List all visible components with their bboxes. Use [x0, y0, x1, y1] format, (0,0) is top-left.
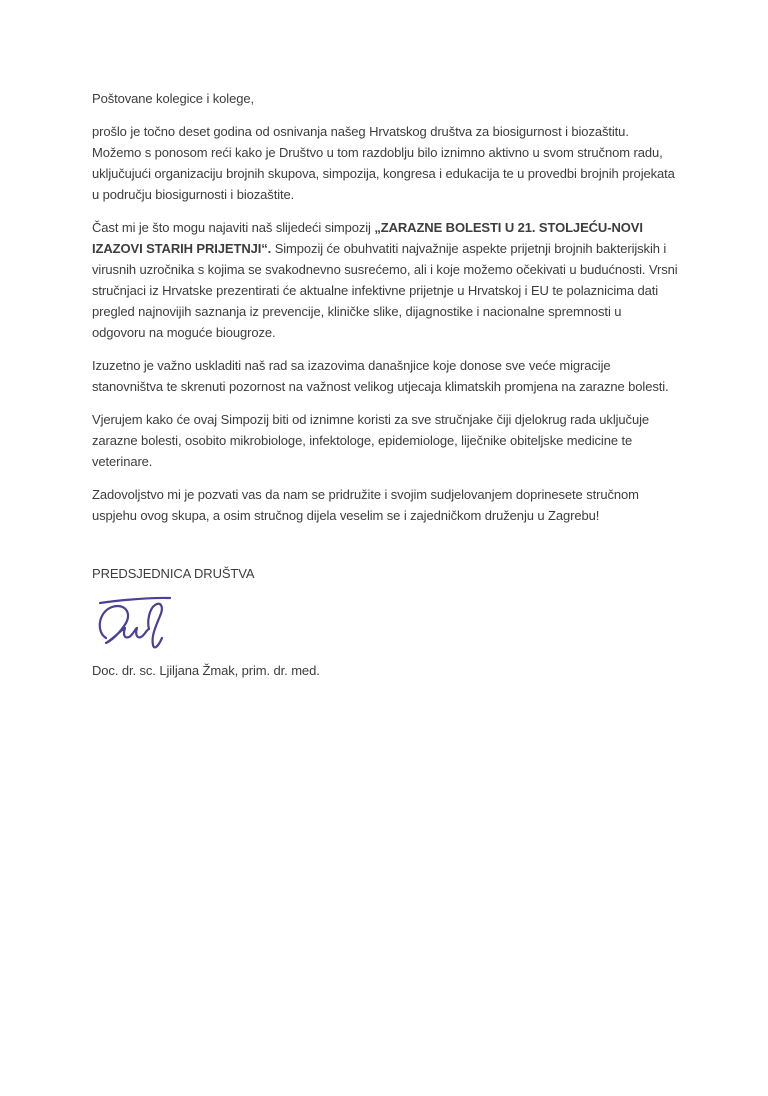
signature-strokes-icon [100, 598, 170, 647]
signatory-name: Doc. dr. sc. Ljiljana Žmak, prim. dr. med. [92, 663, 320, 678]
paragraph-announcement [92, 217, 678, 343]
symposium-title: „ZARAZNE BOLESTI U 21. STOLJEĆU-NOVI IZAZOVI STARIH PRIJETNJI“. [92, 220, 643, 256]
announcement-rest: Simpozij će obuhvatiti najvažnije aspekte prijetnji brojnih bakterijskih i virusnih uzročnika s kojima se svakodnevno susrećemo, ali i koje možemo očekivati u budućnosti. Vrsni stručnjaci iz Hrvatske prezentirati će aktualne infektivne prijetnje u Hrvatskoj i EU te polaznicima dati pregled najnovijih saznanja iz prevencije, kliničke slike, dijagnostike i nacionalne spremnosti u odgovoru na moguće biougroze. [92, 241, 678, 340]
handwritten-signature [90, 592, 200, 654]
paragraph-intro: prošlo je točno deset godina od osnivanja našeg Hrvatskog društva za biosigurnost i biozaštitu. Možemo s ponosom reći kako je Društvo u tom razdoblju bilo iznimno aktivno u svom stručnom radu, uključujući organizaciju brojnih skupova, simpozija, kongresa i edukacija te u provedbi brojnih projekata u području biosigurnosti i biozaštite. [92, 124, 675, 202]
paragraph-importance: Izuzetno je važno uskladiti naš rad sa izazovima današnjice koje donose sve veće migracije stanovništva te skrenuti pozornost na važnost velikog utjecaja klimatskih promjena na zarazne bolesti. [92, 358, 669, 394]
paragraph-invitation: Zadovoljstvo mi je pozvati vas da nam se pridružite i svojim sudjelovanjem doprinesete stručnom uspjehu ovog skupa, a osim stručnog dijela veselim se i zajedničkom druženju u Zagrebu! [92, 487, 639, 523]
salutation: Poštovane kolegice i kolege, [92, 91, 254, 106]
closing-role: PREDSJEDNICA DRUŠTVA [92, 566, 255, 581]
letter-body [92, 88, 678, 681]
paragraph-audience: Vjerujem kako će ovaj Simpozij biti od iznimne koristi za sve stručnjake čiji djelokrug rada uključuje zarazne bolesti, osobito mikrobiologe, infektologe, epidemiologe, liječnike obiteljske medicine te veterinare. [92, 412, 649, 469]
announcement-lead: Čast mi je što mogu najaviti naš slijedeći simpozij [92, 220, 375, 235]
